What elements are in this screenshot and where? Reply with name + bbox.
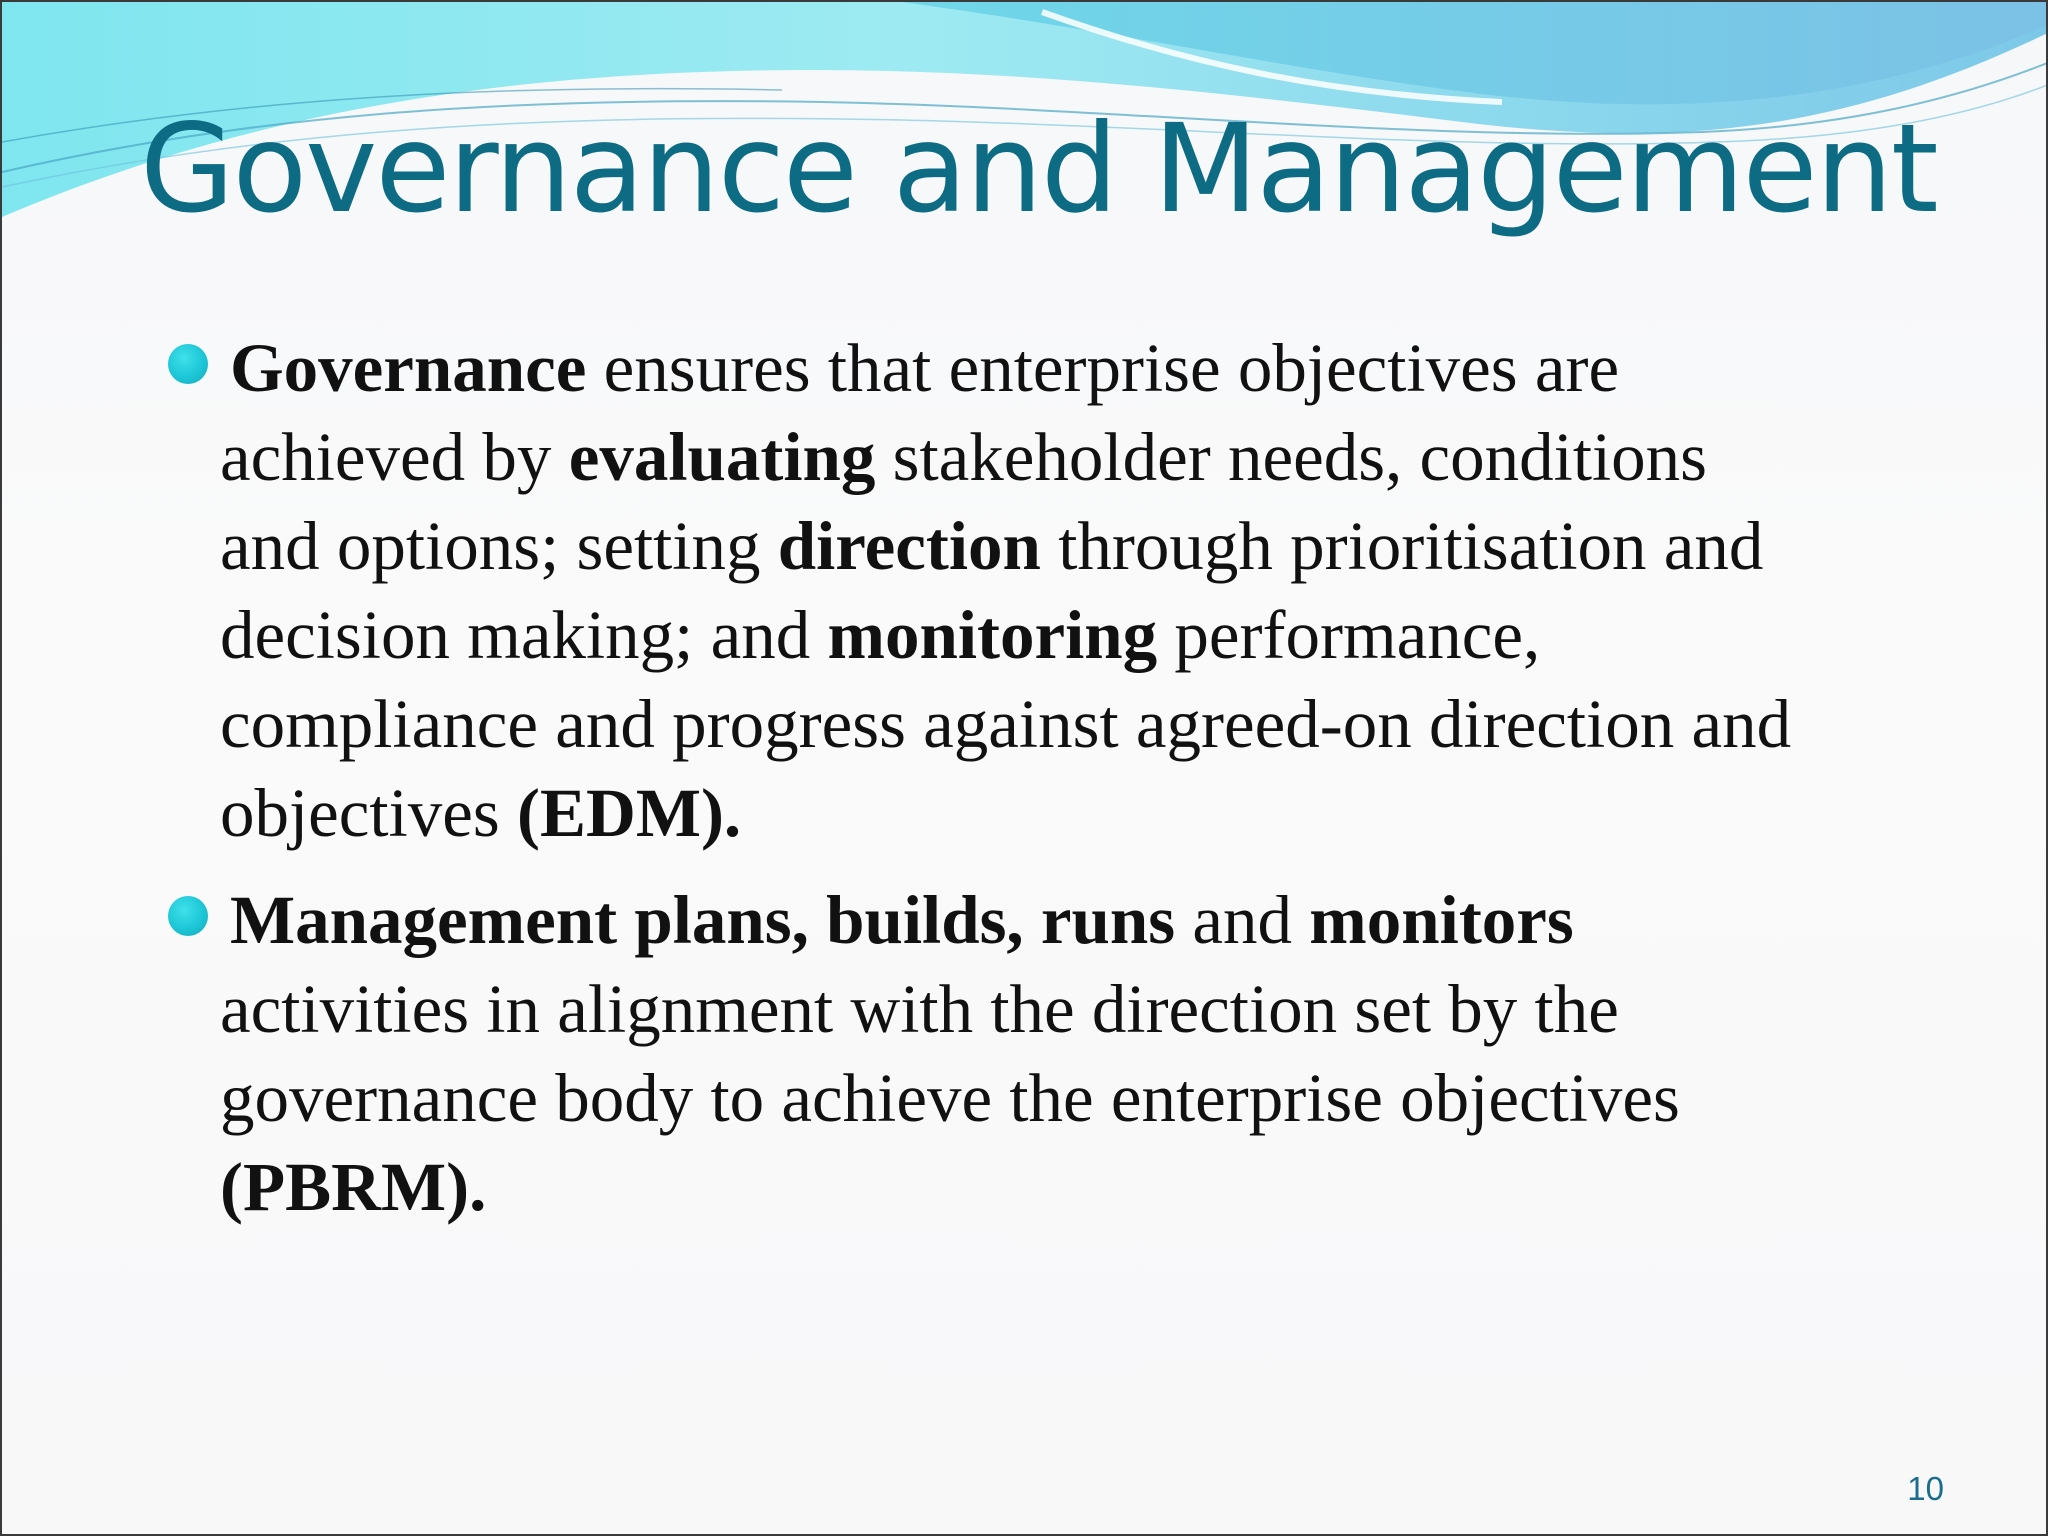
bullet-management [162, 876, 1962, 1232]
bold-term: monitors [1309, 882, 1574, 958]
text-segment: ensures that enterprise objectives are [586, 330, 1620, 406]
bullet-line [220, 680, 1962, 769]
bullet-line [230, 876, 1962, 965]
text-segment: through prioritisation and [1040, 508, 1764, 584]
text-segment: and options; setting [220, 508, 778, 584]
bold-term: (EDM). [517, 775, 742, 851]
bold-term: Governance [230, 330, 587, 406]
text-segment: performance, [1157, 597, 1541, 673]
text-segment: and [1175, 882, 1310, 958]
bullet-governance [162, 324, 1962, 858]
bullet-line [220, 413, 1962, 502]
slide-title: Governance and Management [140, 98, 1937, 240]
text-segment: governance body to achieve the enterprise objectives [220, 1060, 1680, 1136]
bullet-dot-icon [168, 896, 208, 936]
bold-term: Management plans, builds, runs [230, 882, 1176, 958]
text-segment: stakeholder needs, conditions [875, 419, 1708, 495]
bold-term: (PBRM). [220, 1149, 487, 1225]
page-number: 10 [1907, 1470, 1944, 1507]
bold-term: evaluating [568, 419, 876, 495]
text-segment: activities in alignment with the direction set by the [220, 971, 1619, 1047]
bullet-line [220, 1054, 1962, 1143]
bold-term: monitoring [827, 597, 1158, 673]
bullet-list [162, 324, 1962, 1250]
text-segment: objectives [220, 775, 517, 851]
text-segment: achieved by [220, 419, 569, 495]
bullet-line [220, 769, 1962, 858]
text-segment: decision making; and [220, 597, 828, 673]
bullet-line [220, 502, 1962, 591]
text-segment: compliance and progress against agreed-on direction and [220, 686, 1792, 762]
bold-term: direction [777, 508, 1041, 584]
bullet-line [220, 1143, 1962, 1232]
bullet-line [230, 324, 1962, 413]
bullet-line [220, 591, 1962, 680]
bullet-line [220, 965, 1962, 1054]
bullet-dot-icon [168, 344, 208, 384]
